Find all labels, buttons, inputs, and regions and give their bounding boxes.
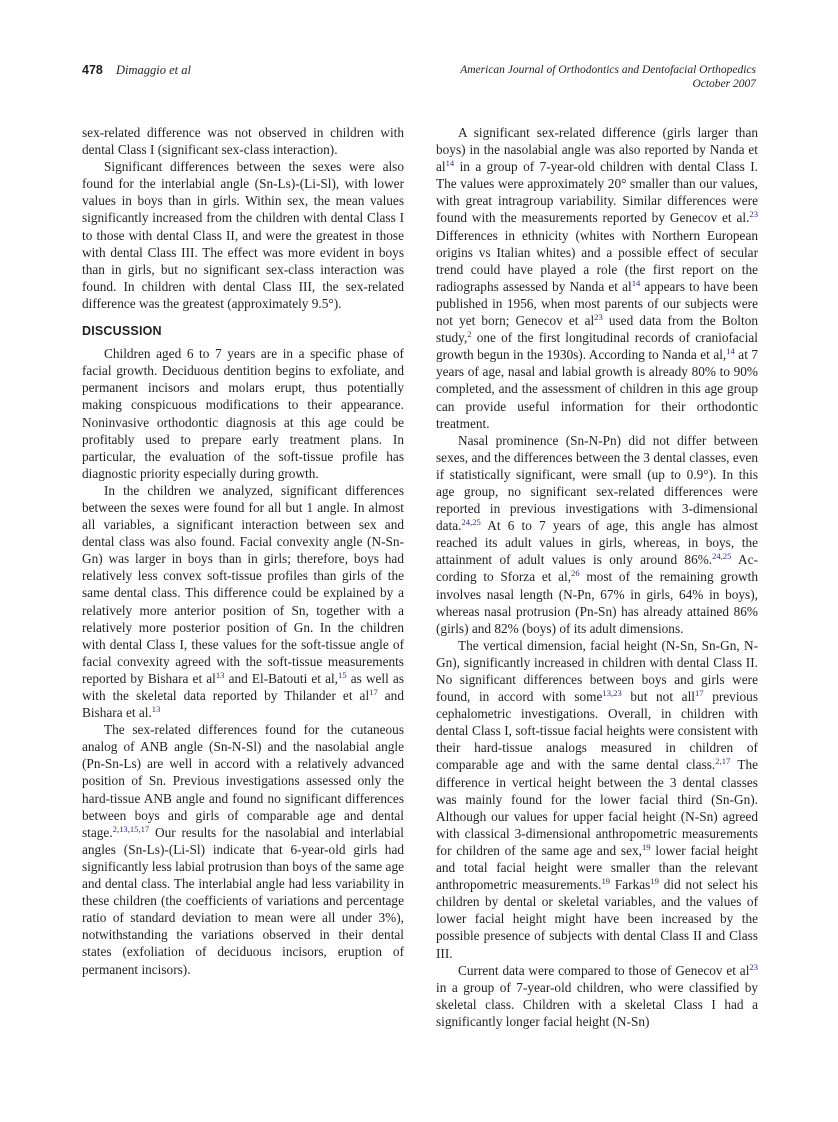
- section-heading: DISCUSSION: [82, 324, 162, 339]
- paragraph: [436, 637, 758, 962]
- journal-issue-date: October 2007: [692, 78, 756, 90]
- text-run: and Bishara et al.: [82, 688, 404, 721]
- reference-link[interactable]: 14: [726, 346, 735, 357]
- reference-link[interactable]: 14: [445, 158, 455, 169]
- paragraph: Children aged 6 to 7 years are in a specific phase of facial growth. Deciduous dentition begins to exfoliate, and permanent incisors and molars erupt, thus potentially making conspicuous modifications to their appearance. Noninvasive orthodontic diagnosis at this age could be profitably used to prepare early treatment plans. In particular, the evaluation of the soft-tissue profile has diagnostic priority especially during growth.: [82, 346, 404, 481]
- text-run: At 6 to 7 years of age, this angle has almost reached its adult values in girls, whereas, in boys, the attainment of adult values is only around 86%.: [436, 518, 758, 568]
- text-run: According to Sforza et al,: [436, 552, 758, 585]
- reference-link[interactable]: 23: [749, 209, 758, 220]
- text-run: most of the remaining growth involves nasal length (N-Pn, 67% in girls, 64% in boys), whereas nasal protrusion (Pn-Sn) has already attained 86% (girls) and 82% (boys) of its adult dimensions.: [436, 569, 758, 636]
- text-run: The sex-related differences found for the cutaneous analog of ANB angle (Sn-N-Sl) and the nasolabial angle (Pn-Sn-Ls) are well in accord with a relatively advanced position of Sn. Previous investigations assessed only the hard-tissue ANB angle and found no significant differences between boys and girls of comparable age and dental stage.: [82, 722, 404, 840]
- paragraph: [436, 124, 758, 432]
- text-run: Nasal prominence (Sn-N-Pn) did not differ between sexes, and the differences between the 3 dental classes, even if statistically significant, were small (up to 0.9°). In this age group, no significant sex-related differences were reported in previous investigations with 3-dimensional data.: [436, 432, 758, 534]
- text-run: used data from the Bolton study,: [436, 313, 758, 346]
- reference-link[interactable]: 13,23: [602, 688, 622, 699]
- reference-link[interactable]: 2,13,15,17: [112, 823, 150, 834]
- paragraph: [82, 721, 404, 977]
- paragraph: Significant differences between the sexes were also found for the interlabial angle (Sn-Ls)-(Li-Sl), with lower values in boys than in girls. Within sex, the mean values significantly increased from the children with dental Class I to those with dental Class II, and were the greatest in those with dental Class III. The effect was more evident in boys than in girls, but no significant sex-class interaction was found. In children with dental Class III, the sex-related difference was the greatest (approximately 9.5°).: [82, 159, 404, 311]
- reference-link[interactable]: 23: [749, 961, 758, 972]
- text-run: A significant sex-related difference (girls larger than boys) in the nasolabial angle was also reported by Nanda et al: [436, 125, 758, 175]
- running-author: Dimaggio et al: [116, 63, 191, 77]
- reference-link[interactable]: 2,17: [715, 756, 731, 767]
- text-run: and El-Batouti et al,: [224, 670, 339, 686]
- journal-info: [460, 63, 756, 91]
- paragraph: [436, 962, 758, 1030]
- paragraph: sex-related difference was not observed in children with dental Class I (significant sex-class interaction).: [82, 125, 404, 158]
- text-run: Differences in ethnicity (whites with Northern European origins vs Italian whites) and a possible effect of secular trend could have played a role (the first report on the radiographs assessed by Nanda et al: [436, 227, 758, 294]
- reference-link[interactable]: 15: [338, 669, 347, 680]
- reference-link[interactable]: 19: [641, 841, 651, 852]
- text-run: The vertical dimension, facial height (N-Sn, Sn-Gn, N-Gn), significantly increased in children with dental Class II. No significant differences between boys and girls were found, in accord with some: [436, 637, 758, 705]
- reference-link[interactable]: 17: [694, 688, 704, 699]
- reference-link[interactable]: 14: [631, 277, 641, 288]
- reference-link[interactable]: 26: [571, 568, 580, 579]
- reference-link[interactable]: 24,25: [461, 517, 481, 528]
- reference-link[interactable]: 2: [467, 329, 472, 340]
- paragraph: [436, 432, 758, 637]
- reference-link[interactable]: 19: [650, 876, 659, 887]
- text-run: Current data were compared to those of Genecov et al: [458, 962, 750, 978]
- text-run: In the children we analyzed, significant differences between the sexes were found for all but 1 angle. In almost all variables, a significant interaction between sex and dental class was also found. Facial convexity angle (N-Sn-Gn) was larger in boys than in girls; therefore, boys had relatively less convex soft-tissue profiles than girls of the same dental class. This difference could be explained by a relatively more anterior position of Sn, together with a relatively more posterior position of Gn. In the children with dental Class I, these values for the soft-tissue angle of facial convexity agreed with the soft-tissue measurements reported by Bishara et al: [82, 482, 404, 686]
- text-run: The difference in vertical height between the 3 dental classes was mainly found for the lower facial third (Sn-Gn). Although our values for upper facial height (N-Sn) agreed with classical 3-dimensional anthropometric measurements for children of the same age and sex,: [436, 757, 758, 858]
- reference-link[interactable]: 17: [369, 687, 378, 697]
- reference-link[interactable]: 19: [601, 876, 611, 887]
- reference-link[interactable]: 13: [215, 669, 225, 680]
- text-run: lower facial height and total facial height were smaller than the relevant anthropometric measurements.: [436, 842, 758, 893]
- text-run: Our results for the nasolabial and interlabial angles (Sn-Ls)-(Li-Sl) indicate that 6-year-old girls had significantly less labial protrusion than boys of the same age and dental class. The interlabial angle had less variability in these children (the coefficients of variations and percentage ratio of standard deviation to mean were all under 3%), notwithstanding the variations observed in their dental states (exfoliation of deciduous incisors, eruption of permanent incisors).: [82, 824, 404, 977]
- text-run: as well as with the skeletal data reported by Thilander et al: [82, 670, 404, 703]
- text-run: but not all: [621, 689, 695, 705]
- text-run: Farkas: [610, 877, 651, 893]
- running-header: [82, 63, 756, 103]
- text-run: did not select his children by dental or skeletal variables, and the values of lower facial height might have been increased by the possible presence of subjects with dental Class II and Class III.: [436, 877, 758, 961]
- reference-link[interactable]: 13: [151, 704, 161, 715]
- text-run: in a group of 7-year-old children, who were classified by skeletal class. Children with a skeletal Class I had a significantly longer facial height (N-Sn): [436, 979, 758, 1029]
- left-column: [82, 124, 404, 978]
- text-run: at 7 years of age, nasal and labial growth is already 80% to 90% completed, and the assessment of children in this age group can provide useful information for their orthodontic treatment.: [436, 347, 758, 431]
- text-run: one of the first longitudinal records of craniofacial growth begun in the 1930s). According to Nanda et al,: [436, 330, 758, 363]
- reference-link[interactable]: 23: [594, 312, 603, 323]
- text-run: appears to have been published in 1956, when most parents of our subjects were not yet born; Genecov et al: [436, 278, 758, 329]
- journal-title: American Journal of Orthodontics and Dentofacial Orthopedics: [460, 64, 756, 76]
- text-run: in a group of 7-year-old children with dental Class I. The values were approximately 20° smaller than our values, with great intragroup variability. Similar differences were found with the measurements reported by Genecov et al.: [436, 159, 758, 226]
- right-column: [436, 124, 758, 1030]
- page-number: 478: [82, 63, 103, 77]
- paragraph: [82, 482, 404, 721]
- text-run: previous cephalometric investigations. Overall, in children with dental Class I, soft-tissue facial heights were consistent with their hard-tissue analogs measured in children of comparable age and with the same dental class.: [436, 689, 758, 773]
- reference-link[interactable]: 24,25: [712, 551, 732, 562]
